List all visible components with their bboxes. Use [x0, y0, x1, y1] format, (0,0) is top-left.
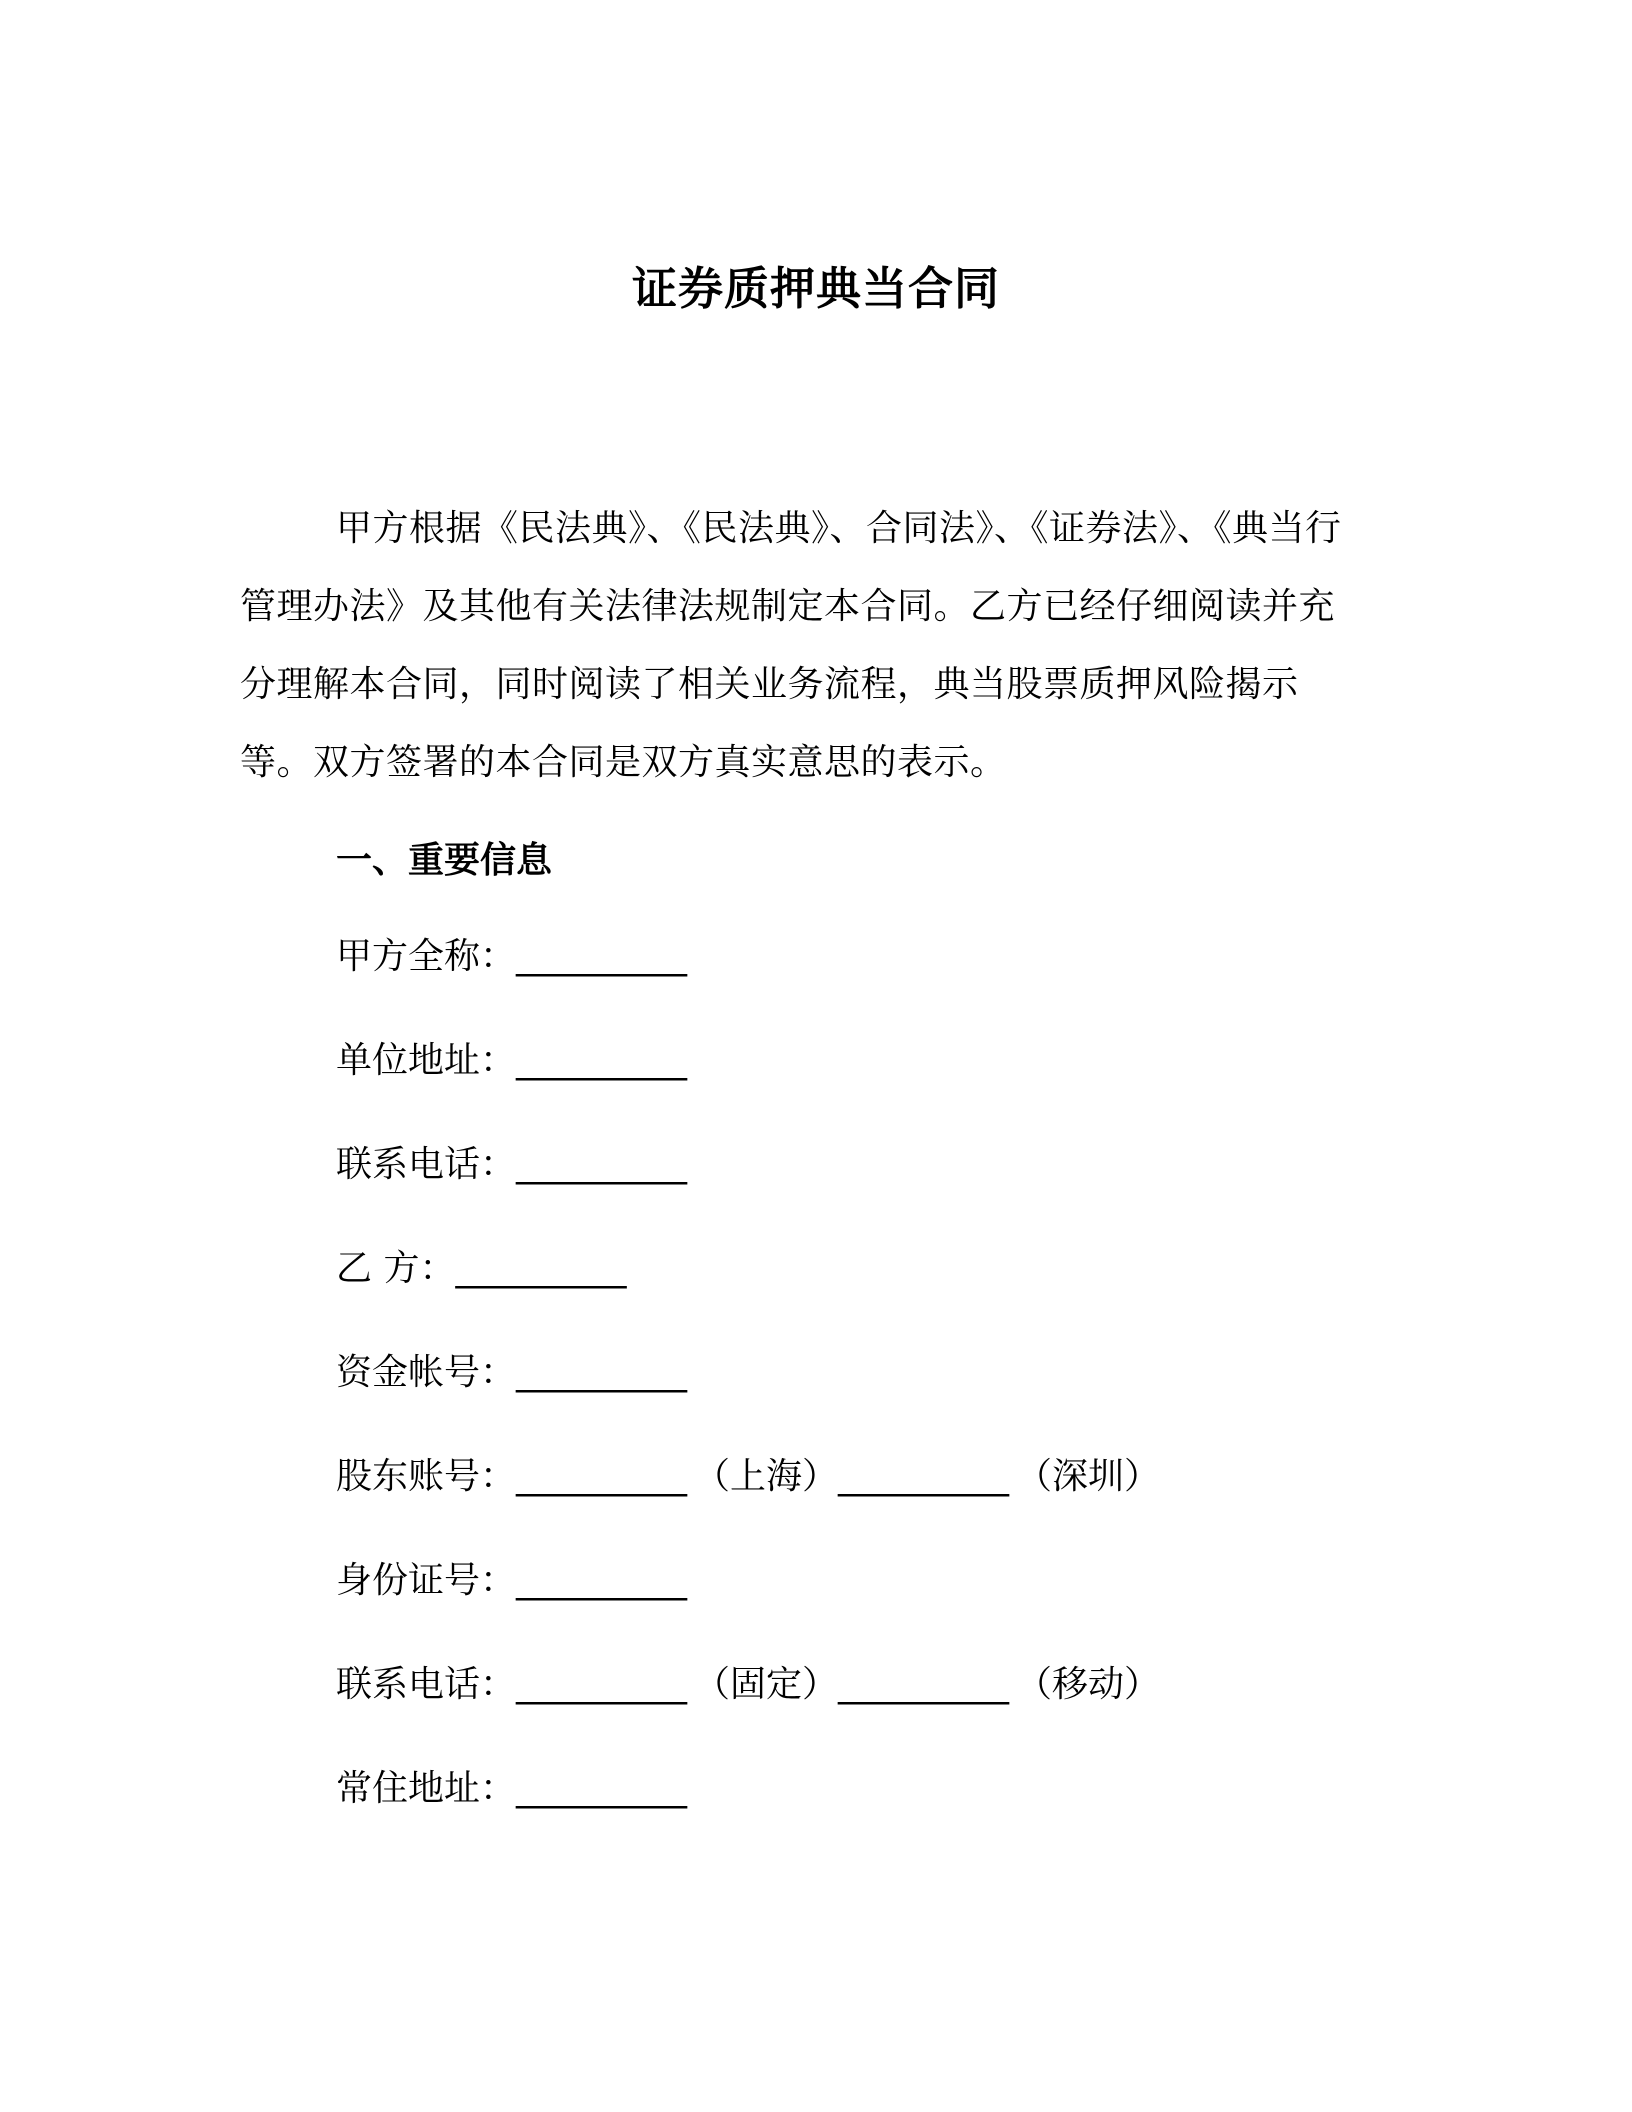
fill-in-blank: __________: [516, 936, 687, 977]
field-id-number: [336, 1556, 686, 1606]
fill-in-blank: __________: [516, 1664, 687, 1705]
field-shareholder-account: [336, 1452, 1160, 1502]
fill-in-blank: __________: [516, 1456, 687, 1497]
fill-in-blank: __________: [838, 1456, 1009, 1497]
fill-in-blank: __________: [516, 1352, 687, 1393]
fill-in-blank: __________: [516, 1560, 687, 1601]
fill-in-blank: __________: [455, 1248, 626, 1289]
field-residence-address: [336, 1764, 686, 1814]
field-unit-address: [336, 1036, 686, 1086]
field-suffix-mobile: （移动）: [1016, 1664, 1161, 1705]
field-label: 股东账号：: [336, 1456, 517, 1497]
fill-in-blank: __________: [516, 1768, 687, 1809]
section-heading-important-info: 一、重要信息: [336, 840, 553, 881]
field-label: 联系电话：: [336, 1664, 517, 1705]
fill-in-blank: __________: [516, 1144, 687, 1185]
page-title: 证券质押典当合同: [631, 262, 1000, 316]
field-suffix-fixed: （固定）: [694, 1664, 839, 1705]
field-label: 常住地址：: [336, 1768, 517, 1809]
field-phone-b: [336, 1660, 1160, 1710]
field-party-a-name: [336, 932, 686, 982]
fill-in-blank: __________: [838, 1664, 1009, 1705]
intro-paragraph: 甲方根据《民法典》、《民法典》、合同法》、《证券法》、《典当行管理办法》及其他有关法律法规制定本合同。乙方已经仔细阅读并充分理解本合同，同时阅读了相关业务流程，典当股票质押风险揭示等。双方签署的本合同是双方真实意思的表示。: [240, 508, 1342, 783]
field-phone-a: [336, 1140, 686, 1190]
field-party-b: [336, 1244, 625, 1294]
field-label: 联系电话：: [336, 1144, 517, 1185]
field-label: 资金帐号：: [336, 1352, 517, 1393]
fill-in-blank: __________: [516, 1040, 687, 1081]
field-label: 身份证号：: [336, 1560, 517, 1601]
field-fund-account: [336, 1348, 686, 1398]
field-label: 甲方全称：: [336, 936, 517, 977]
field-label: 单位地址：: [336, 1040, 517, 1081]
field-suffix-shanghai: （上海）: [694, 1456, 839, 1497]
field-suffix-shenzhen: （深圳）: [1016, 1456, 1161, 1497]
field-label: 乙 方：: [336, 1248, 456, 1289]
